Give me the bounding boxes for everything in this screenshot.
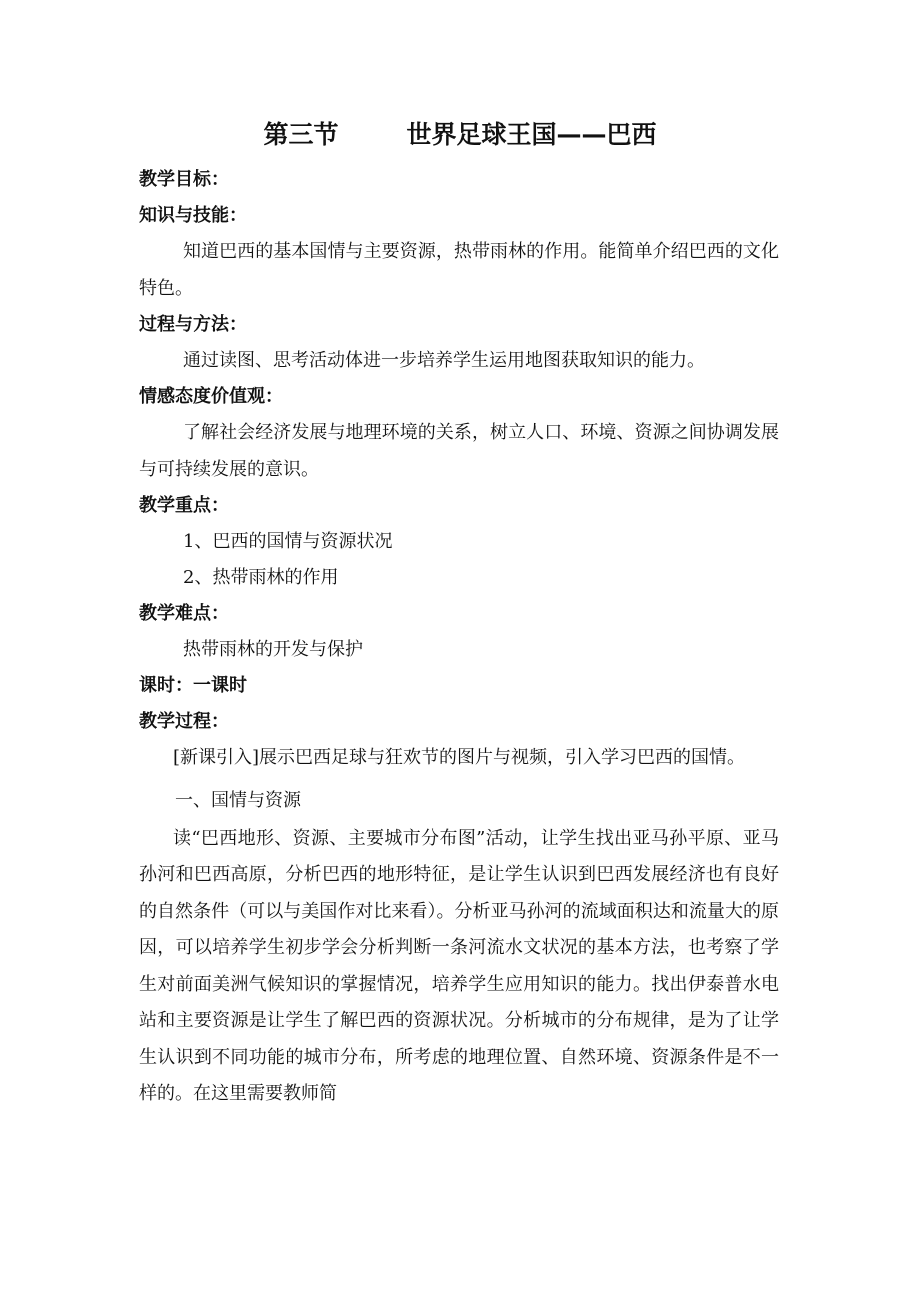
process-paragraph: 通过读图、思考活动体进一步培养学生运用地图获取知识的能力。	[183, 350, 705, 371]
document-title	[0, 117, 920, 153]
emotion-paragraph: 了解社会经济发展与地理环境的关系，树立人口、环境、资源之间协调发展与可持续发展的意识。	[139, 422, 779, 480]
emotion-heading: 情感态度价值观：	[139, 386, 283, 407]
class-hours: 课时：一课时	[139, 675, 247, 696]
difficulty-paragraph: 热带雨林的开发与保护	[183, 639, 363, 660]
knowledge-heading: 知识与技能：	[139, 205, 247, 226]
section-title: 世界足球王国——巴西	[406, 120, 657, 149]
keypoint-item: 1、巴西的国情与资源状况	[183, 531, 393, 552]
difficulty-heading: 教学难点：	[139, 603, 229, 624]
part1-paragraph: 读“巴西地形、资源、主要城市分布图”活动，让学生找出亚马孙平原、亚马孙河和巴西高原，分析巴西的地形特征，是让学生认识到巴西发展经济也有良好的自然条件（可以与美国作对比来看）。分析亚马孙河的流域面积达和流量大的原因，可以培养学生初步学会分析判断一条河流水文状况的基本方法，也考察了学生对前面美洲气候知识的掌握情况，培养学生应用知识的能力。找出伊泰普水电站和主要资源是让学生了解巴西的资源状况。分析城市的分布规律，是为了让学生认识到不同功能的城市分布，所考虑的地理位置、自然环境、资源条件是不一样的。在这里需要教师简	[139, 827, 779, 1104]
part1-heading: 一、国情与资源	[175, 789, 301, 811]
document-body	[139, 162, 779, 1113]
keypoints-heading: 教学重点：	[139, 495, 229, 516]
process-heading: 过程与方法：	[139, 314, 247, 335]
intro-paragraph: [新课引入]展示巴西足球与狂欢节的图片与视频，引入学习巴西的国情。	[173, 747, 746, 768]
knowledge-paragraph: 知道巴西的基本国情与主要资源，热带雨林的作用。能简单介绍巴西的文化特色。	[139, 241, 779, 299]
objectives-heading: 教学目标：	[139, 169, 229, 190]
keypoint-item: 2、热带雨林的作用	[183, 567, 339, 588]
procedure-heading: 教学过程：	[139, 711, 229, 732]
section-number: 第三节	[263, 120, 339, 149]
